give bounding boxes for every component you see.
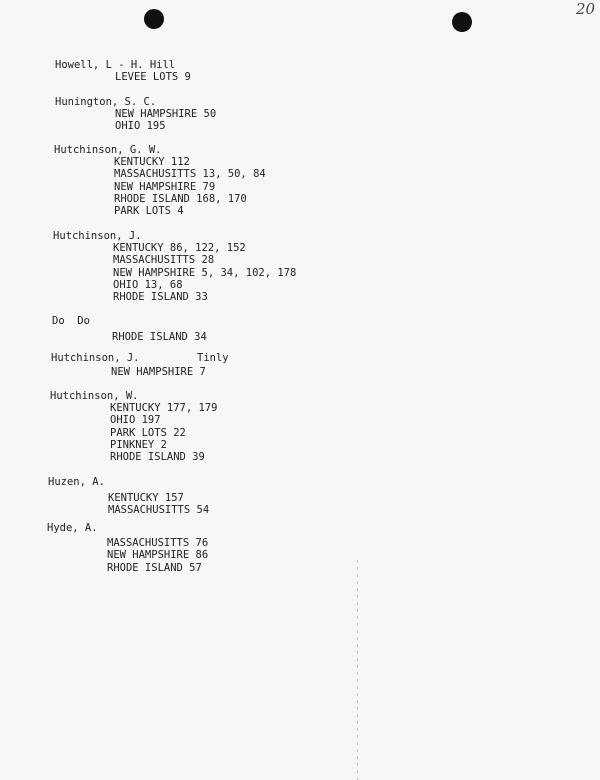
entry-item: NEW HAMPSHIRE 5, 34, 102, 178 (113, 266, 297, 279)
entry-hutchinson-j (53, 230, 296, 303)
entry-name: Hyde, A. (47, 522, 98, 534)
entry-item: MASSACHUSITTS 28 (113, 254, 215, 267)
entry-item: RHODE ISLAND 33 (113, 291, 208, 304)
entry-hunington (55, 96, 216, 133)
entry-item: RHODE ISLAND 57 (107, 561, 202, 574)
entry-hutchinson-gw (54, 144, 266, 217)
entry-item: LEVEE LOTS 9 (115, 71, 191, 84)
entry-item: PARK LOTS 22 (110, 426, 186, 439)
entry-item: KENTUCKY 112 (114, 156, 190, 169)
page-number: 20 (576, 0, 596, 18)
entry-item: MASSACHUSITTS 13, 50, 84 (114, 168, 266, 181)
entry-item: OHIO 195 (115, 120, 166, 133)
entry-item: MASSACHUSITTS 54 (108, 504, 210, 517)
entry-item: NEW HAMPSHIRE 7 (111, 366, 206, 379)
entry-name: Hutchinson, J. (51, 352, 140, 364)
entry-item: MASSACHUSITTS 76 (107, 537, 209, 550)
entry-howell (55, 59, 191, 83)
entry-name: Hutchinson, G. W. (54, 144, 162, 156)
entry-item: NEW HAMPSHIRE 79 (114, 180, 216, 193)
entry-name: Do Do (52, 315, 90, 327)
entry-name: Huzen, A. (48, 476, 105, 488)
entry-name: Howell, L - H. Hill (55, 59, 176, 71)
entry-item: RHODE ISLAND 34 (112, 331, 207, 344)
entry-item: PARK LOTS 4 (114, 205, 184, 218)
entry-name: Hutchinson, W. (50, 390, 139, 402)
entry-note: Tinly (197, 352, 229, 364)
entry-item: OHIO 13, 68 (113, 278, 183, 291)
entry-item: RHODE ISLAND 168, 170 (114, 192, 247, 205)
punch-hole-left (144, 9, 164, 29)
entry-item: PINKNEY 2 (110, 438, 167, 451)
entry-hutchinson-j-tinly (51, 352, 229, 379)
entry-huzen (48, 476, 209, 517)
entry-item: NEW HAMPSHIRE 50 (115, 108, 217, 121)
fold-line (357, 560, 358, 780)
entry-ditto (52, 315, 207, 343)
entry-item: KENTUCKY 157 (108, 492, 184, 505)
entry-item: OHIO 197 (110, 414, 161, 427)
entry-item: RHODE ISLAND 39 (110, 451, 205, 464)
entry-item: KENTUCKY 177, 179 (110, 402, 218, 415)
entry-hutchinson-w (50, 390, 217, 463)
entry-item: KENTUCKY 86, 122, 152 (113, 242, 246, 255)
entry-name: Hunington, S. C. (55, 96, 157, 108)
entry-hyde (47, 522, 208, 574)
punch-hole-right (452, 12, 472, 32)
entry-name: Hutchinson, J. (53, 230, 142, 242)
entry-item: NEW HAMPSHIRE 86 (107, 549, 209, 562)
